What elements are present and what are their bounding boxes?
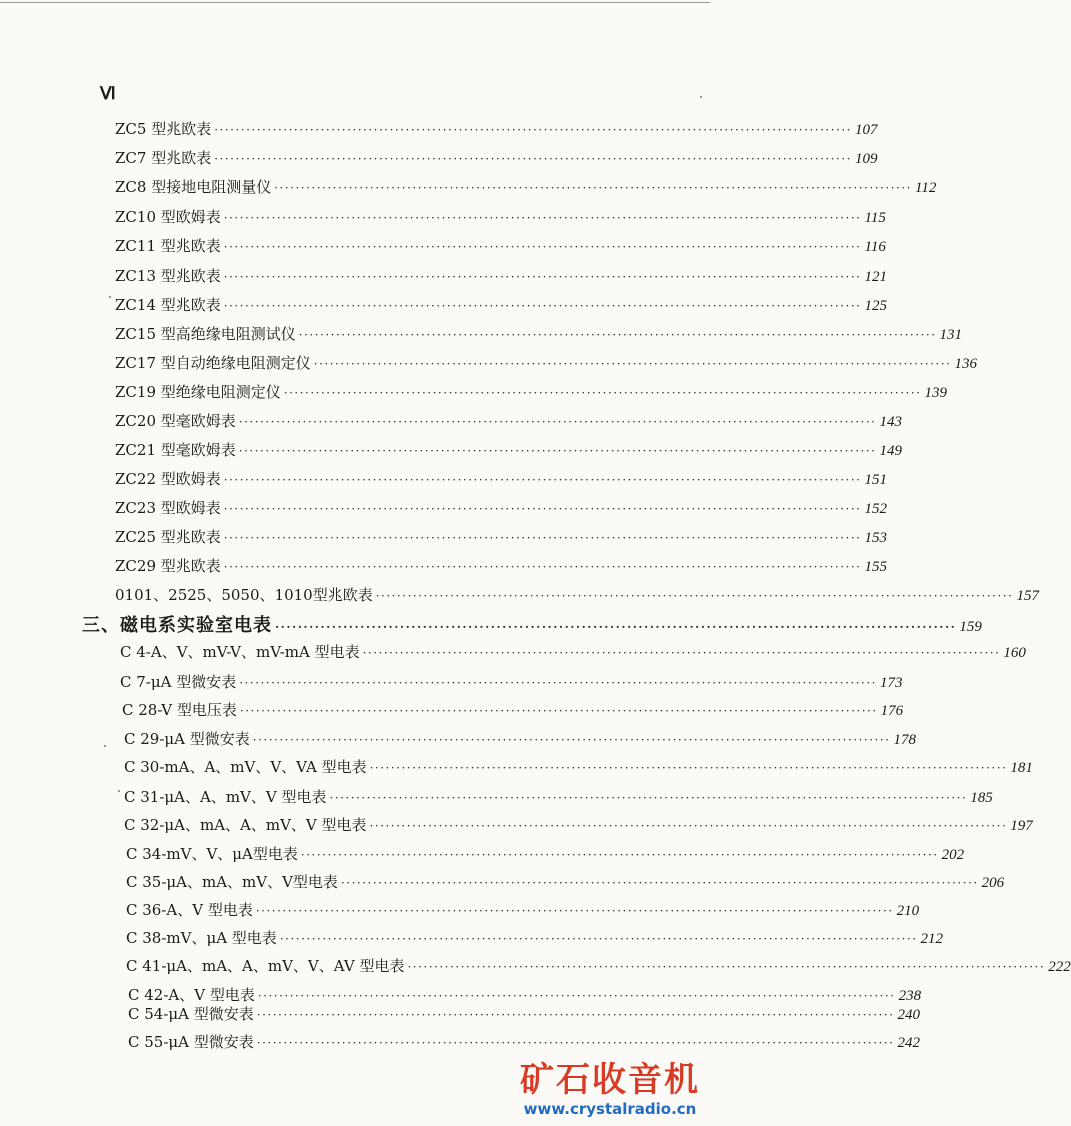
toc-entry-title: ZC14 型兆欧表 [115,296,221,314]
dot-leader: ························································································································ [223,211,862,225]
toc-entry [126,927,944,948]
toc-entry [115,265,887,286]
toc-entry-page: 139 [924,385,947,401]
dot-leader: ························································································································ [223,473,862,487]
toc-entry-title: ZC11 型兆欧表 [115,237,221,255]
dot-leader: ························································································································ [256,1008,895,1022]
toc-entry-page: 112 [914,180,937,196]
top-scan-edge [0,2,710,3]
toc-entry-title: ZC13 型兆欧表 [115,267,221,285]
toc-entry [128,1031,920,1052]
dot-leader: ························································································································ [255,904,894,918]
toc-entry [124,756,1033,777]
toc-entry [115,555,887,576]
toc-entry-title: C 42-A、V 型电表 [128,986,255,1004]
toc-entry-page: 202 [941,847,965,863]
toc-entry-title: C 35-μA、mA、mV、V型电表 [126,873,338,891]
toc-entry-title: ZC22 型欧姆表 [115,470,221,488]
dot-leader: ························································································································ [375,589,1014,603]
toc-entry [115,584,1039,605]
toc-entry-title: ZC23 型欧姆表 [115,499,221,517]
toc-entry-title: C 29-μA 型微安表 [124,730,250,748]
toc-entry-title: C 41-μA、mA、A、mV、V、AV 型电表 [126,957,405,975]
dot-leader: ························································································································ [407,960,1046,974]
toc-entry-page: 131 [939,327,962,343]
toc-entry [115,118,878,139]
toc-entry [115,352,977,373]
dot-leader: ························································································································ [298,328,937,342]
toc-entry-title: 0101、2525、5050、1010型兆欧表 [115,586,373,604]
page-number: Ⅵ [100,84,116,103]
toc-entry-page: 160 [1003,645,1026,661]
toc-entry-title: C 32-μA、mA、A、mV、V 型电表 [124,816,367,834]
toc-entry-page: 238 [898,988,922,1004]
dot-leader: ························································································································ [340,876,979,890]
toc-entry [115,235,886,256]
toc-entry [115,526,887,547]
toc-entry-title: C 54-μA 型微安表 [128,1005,254,1023]
toc-entry [115,206,886,227]
dot-leader: ························································································································ [239,704,878,718]
toc-entry [115,147,878,168]
toc-entry-page: 152 [864,501,887,517]
dot-leader: ························································································································ [369,761,1008,775]
toc-entry-title: C 28-V 型电压表 [122,701,237,719]
dot-leader: ························································································································ [223,560,862,574]
toc-entry-title: ZC25 型兆欧表 [115,528,221,546]
toc-entry-page: 157 [1016,588,1039,604]
toc-entry [115,381,947,402]
toc-entry-page: 155 [864,559,887,575]
dot-leader: ························································································································ [252,733,891,747]
dot-leader: ························································································································ [313,357,952,371]
toc-entry [124,728,916,749]
watermark-url: www.crystalradio.cn [523,1100,697,1118]
toc-entry-page: 143 [879,414,902,430]
dot-leader: ························································································································ [238,444,877,458]
toc-entry-page: 159 [959,619,982,635]
toc-entry [126,955,1071,976]
toc-entry-title: C 38-mV、μA 型电表 [126,929,277,947]
dot-leader: ························································································································ [238,415,877,429]
toc-entry [124,786,993,807]
dot-leader: ························································································································ [223,299,862,313]
scan-speck [118,790,120,792]
toc-entry [115,323,962,344]
toc-entry [128,1003,920,1024]
toc-entry-page: 151 [864,472,887,488]
site-watermark [520,1060,700,1118]
dot-leader: ························································································································ [329,791,968,805]
toc-entry-page: 173 [879,675,903,691]
scan-speck [109,296,111,298]
toc-entry-page: 125 [864,298,887,314]
toc-entry-title: ZC21 型毫欧姆表 [115,441,236,459]
toc-entry [120,641,1026,662]
toc-entry-title: ZC5 型兆欧表 [115,120,212,138]
toc-entry-page: 210 [896,903,920,919]
toc-entry-title: ZC7 型兆欧表 [115,149,212,167]
toc-entry-page: 212 [920,931,944,947]
toc-section-heading [82,611,982,637]
dot-leader: ························································································································ [300,848,939,862]
toc-entry-title: C 31-μA、A、mV、V 型电表 [124,788,327,806]
dot-leader: ························································································································ [369,819,1008,833]
toc-entry-page: 109 [854,151,878,167]
dot-leader: ························································································································ [223,240,862,254]
toc-entry-title: C 55-μA 型微安表 [128,1033,254,1051]
toc-entry-page: 153 [864,530,887,546]
toc-entry-page: 136 [954,356,977,372]
toc-entry-title: C 30-mA、A、mV、V、VA 型电表 [124,758,367,776]
toc-entry-title: ZC19 型绝缘电阻测定仪 [115,383,281,401]
toc-entry-page: 242 [897,1035,920,1051]
dot-leader: ························································································································ [256,1036,895,1050]
toc-entry-page: 222 [1048,959,1071,975]
toc-entry-page: 176 [880,703,904,719]
toc-entry-title: ZC20 型毫欧姆表 [115,412,236,430]
toc-entry-page: 206 [981,875,1005,891]
dot-leader: ························································································································ [274,181,912,195]
toc-entry-page: 181 [1010,760,1033,776]
toc-entry-title: ZC8 型接地电阻测量仪 [115,178,272,196]
toc-entry-page: 185 [970,790,993,806]
toc-entry-page: 107 [854,122,878,138]
toc-entry-page: 178 [893,732,916,748]
watermark-logo: 矿石收音机 [520,1060,700,1100]
toc-entry-page: 115 [864,210,886,226]
dot-leader: ························································································································ [214,123,852,137]
toc-entry-title: C 4-A、V、mV-V、mV-mA 型电表 [120,643,360,661]
toc-entry-title: C 36-A、V 型电表 [126,901,253,919]
toc-entry-title: 三、磁电系实验室电表 [82,615,272,636]
toc-entry-page: 197 [1010,818,1033,834]
toc-entry [115,294,887,315]
dot-leader: ························································································································ [214,152,852,166]
toc-entry-title: ZC15 型高绝缘电阻测试仪 [115,325,296,343]
toc-entry [115,176,937,197]
toc-entry-title: C 7-μA 型微安表 [120,673,237,691]
dot-leader: ························································································································ [239,676,877,690]
toc-entry-page: 116 [864,239,886,255]
scan-speck [700,96,702,98]
toc-entry-title: C 34-mV、V、μA型电表 [126,845,298,863]
toc-entry [115,468,887,489]
toc-entry-page: 121 [864,269,887,285]
dot-leader: ························································································································ [275,620,957,634]
toc-entry [126,871,1005,892]
dot-leader: ························································································································ [279,932,918,946]
toc-entry [126,899,920,920]
toc-entry [126,843,965,864]
dot-leader: ························································································································ [223,270,862,284]
toc-entry-page: 149 [879,443,902,459]
toc-entry-page: 240 [897,1007,920,1023]
toc-entry [124,814,1033,835]
dot-leader: ························································································································ [362,646,1001,660]
toc-entry-title: ZC17 型自动绝缘电阻测定仪 [115,354,311,372]
toc-entry [128,984,922,1005]
toc-entry [120,671,903,692]
scan-speck [104,745,106,747]
toc-entry-title: ZC10 型欧姆表 [115,208,221,226]
toc-entry [115,410,902,431]
toc-entry-title: ZC29 型兆欧表 [115,557,221,575]
toc-entry [115,497,887,518]
dot-leader: ························································································································ [283,386,922,400]
dot-leader: ························································································································ [223,502,862,516]
toc-entry [122,699,904,720]
dot-leader: ························································································································ [257,989,896,1003]
dot-leader: ························································································································ [223,531,862,545]
toc-entry [115,439,902,460]
